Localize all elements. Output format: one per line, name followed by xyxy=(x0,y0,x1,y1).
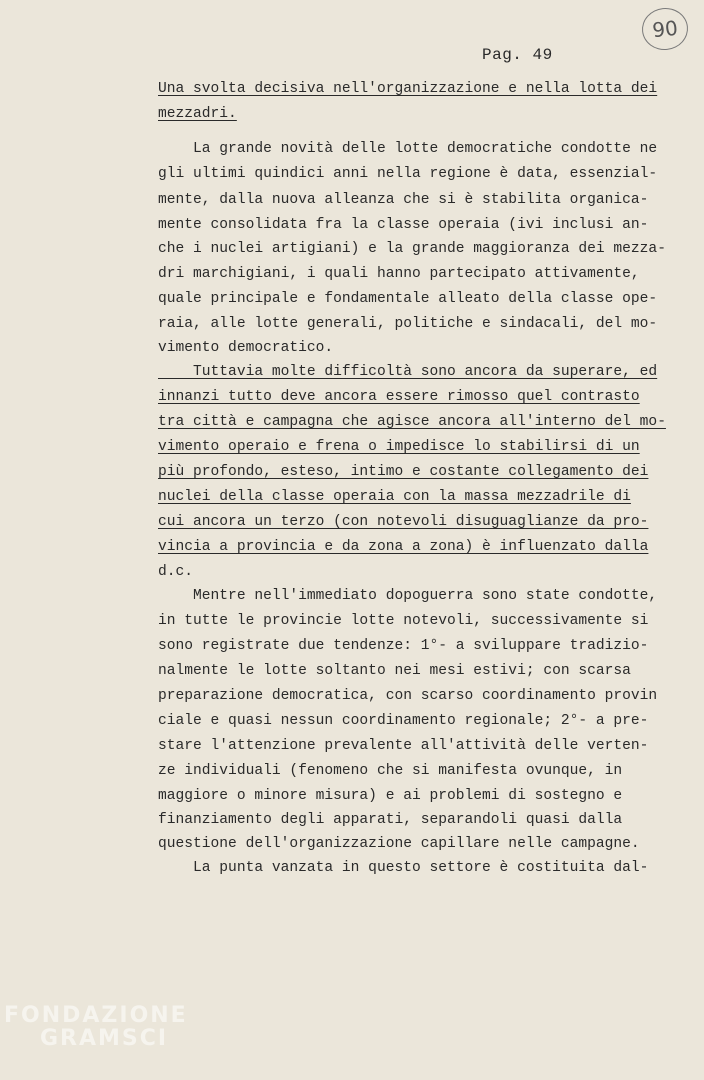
paragraph-2-line: vincia a provincia e da zona a zona) è influenzato dalla xyxy=(158,539,649,555)
watermark-line: FONDAZIONE xyxy=(4,1003,188,1028)
paragraph-3-line: finanziamento degli apparati, separandoli quasi dalla xyxy=(158,812,623,828)
paragraph-2-line: nuclei della classe operaia con la massa mezzadrile di xyxy=(158,489,631,505)
paragraph-3-line: nalmente le lotte soltanto nei mesi estivi; con scarsa xyxy=(158,663,631,679)
paragraph-3-line: questione dell'organizzazione capillare nelle campagne. xyxy=(158,836,640,852)
paragraph-1-line: raia, alle lotte generali, politiche e sindacali, del mo- xyxy=(158,316,658,332)
paragraph-3-line: preparazione democratica, con scarso coordinamento provin xyxy=(158,688,658,704)
paragraph-1-line: mente consolidata fra la classe operaia (ivi inclusi an- xyxy=(158,217,649,233)
paragraph-3-line: Mentre nell'immediato dopoguerra sono state condotte, xyxy=(158,588,658,604)
paragraph-1-line: gli ultimi quindici anni nella regione è data, essenzial- xyxy=(158,166,658,182)
paragraph-2-line: innanzi tutto deve ancora essere rimosso quel contrasto xyxy=(158,389,640,405)
title-line: Una svolta decisiva nell'organizzazione e nella lotta dei xyxy=(158,81,658,97)
paragraph-1-line: dri marchigiani, i quali hanno partecipato attivamente, xyxy=(158,266,640,282)
paragraph-3-line: maggiore o minore misura) e ai problemi di sostegno e xyxy=(158,788,623,804)
paragraph-3-line: La punta vanzata in questo settore è costituita dal- xyxy=(158,860,649,876)
paragraph-1-line: La grande novità delle lotte democratiche condotte ne xyxy=(158,141,658,157)
watermark-logo xyxy=(4,1004,188,1050)
paragraph-3-line: stare l'attenzione prevalente all'attività delle verten- xyxy=(158,738,649,754)
paragraph-1-line: che i nuclei artigiani) e la grande maggioranza dei mezza- xyxy=(158,241,666,257)
paragraph-3-line: in tutte le provincie lotte notevoli, successivamente si xyxy=(158,613,649,629)
paragraph-3-line: ciale e quasi nessun coordinamento regionale; 2°- a pre- xyxy=(158,713,649,729)
paragraph-2-line: cui ancora un terzo (con notevoli disuguaglianze da pro- xyxy=(158,514,649,530)
page-number: Pag. 49 xyxy=(482,46,553,64)
archive-number-stamp: 90 xyxy=(640,6,690,53)
paragraph-3-line: sono registrate due tendenze: 1°- a sviluppare tradizio- xyxy=(158,638,649,654)
paragraph-1-line: quale principale e fondamentale alleato della classe ope- xyxy=(158,291,658,307)
watermark-line: GRAMSCI xyxy=(40,1026,169,1052)
paragraph-2-line: tra città e campagna che agisce ancora all'interno del mo- xyxy=(158,414,666,430)
paragraph-1-line: vimento democratico. xyxy=(158,340,334,356)
paragraph-1-line: mente, dalla nuova alleanza che si è stabilita organica- xyxy=(158,192,649,208)
title-line: mezzadri. xyxy=(158,106,237,122)
paragraph-2-line: più profondo, esteso, intimo e costante collegamento dei xyxy=(158,464,649,480)
paragraph-3-line: ze individuali (fenomeno che si manifesta ovunque, in xyxy=(158,763,623,779)
paragraph-2-line: Tuttavia molte difficoltà sono ancora da superare, ed xyxy=(158,364,658,380)
paragraph-2-line: vimento operaio e frena o impedisce lo stabilirsi di un xyxy=(158,439,640,455)
paragraph-2-line: d.c. xyxy=(158,564,194,580)
